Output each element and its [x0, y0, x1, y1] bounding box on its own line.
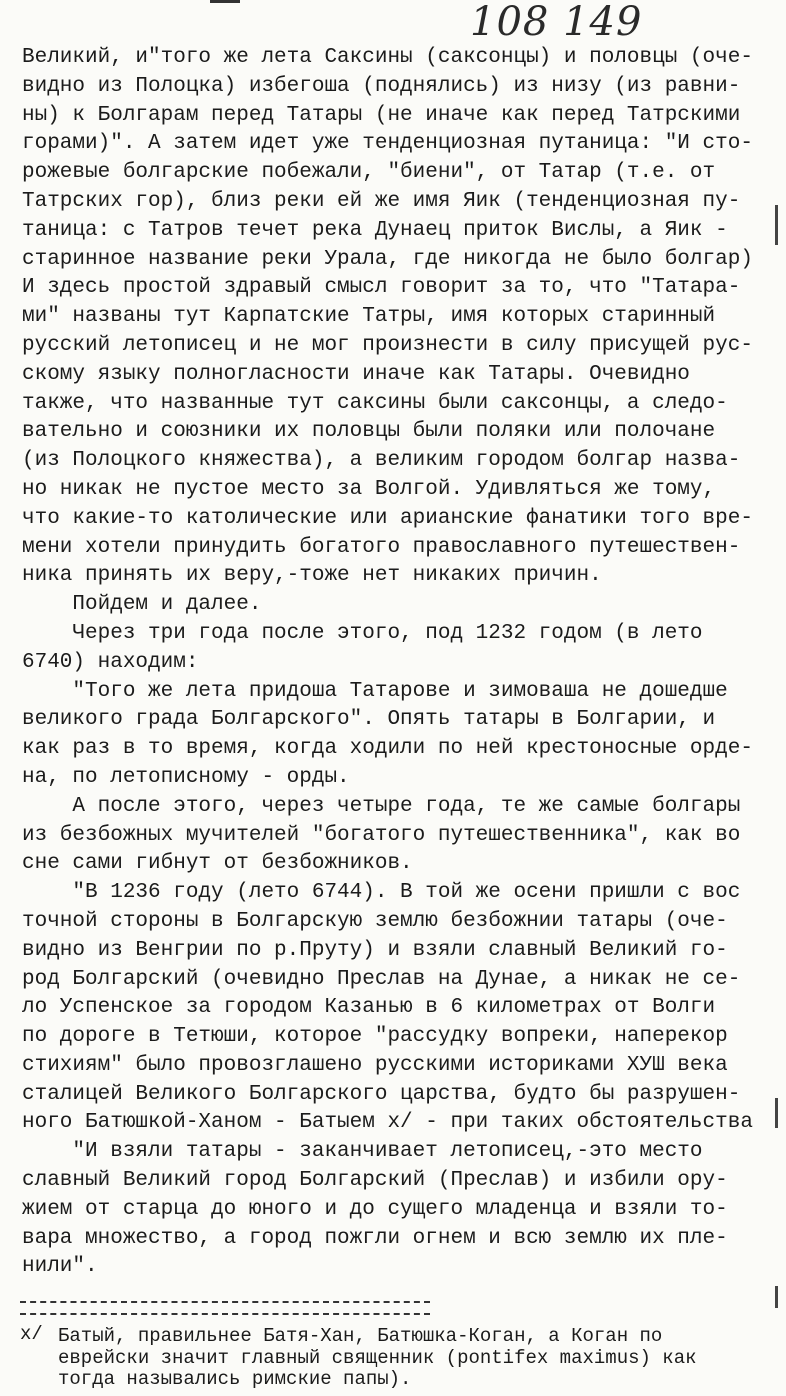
text-line: Пойдем и далее. — [22, 593, 262, 617]
footnote-line: еврейски значит главный священник (pontifex maximus) как — [58, 1346, 697, 1369]
text-line: Через три года после этого, под 1232 годом (в лето — [22, 621, 703, 645]
text-line: Татрских гор), близ реки ей же имя Яик (тенденциозная пу- — [22, 189, 741, 213]
text-line: 6740) находим: — [22, 650, 199, 674]
text-line: вательно и союзники их половцы были поляки или полочане — [22, 420, 716, 444]
text-line: из безбожных мучителей "богатого путешественника", как во — [22, 823, 741, 847]
text-line: "В 1236 году (лето 6744). В той же осени пришли с вос — [22, 881, 741, 905]
text-line: И здесь простой здравый смысл говорит за то, что "Татара- — [22, 276, 741, 300]
body-text — [22, 44, 774, 1282]
footnote-separator — [20, 1301, 430, 1315]
text-line: сталицей Великого Болгарского царства, будто бы разрушен- — [22, 1082, 741, 1106]
edge-mark — [775, 1286, 778, 1308]
footnote-mark: x/ — [20, 1323, 43, 1345]
text-line: стихиям" было провозглашено русскими историками ХУШ века — [22, 1053, 728, 1077]
text-line: но никак не пустое место за Волгой. Удивляться же тому, — [22, 477, 716, 501]
edge-mark — [775, 205, 778, 245]
text-line: точной стороны в Болгарскую землю безбожнии татары (оче- — [22, 909, 728, 933]
text-line: ны) к Болгарам перед Татары (не иначе как перед Татрскими — [22, 103, 741, 127]
text-line: сне сами гибнут от безбожников. — [22, 852, 413, 876]
text-line: "Того же лета придоша Татарове и зимоваша не дошедше — [22, 679, 728, 703]
text-line: ло Успенское за городом Казанью в 6 километрах от Волги — [22, 996, 716, 1020]
text-line: на, по летописному - орды. — [22, 765, 350, 789]
text-line: видно из Венгрии по р.Пруту) и взяли славный Великий го- — [22, 938, 728, 962]
footnote-line: Батый, правильнее Батя-Хан, Батюшка-Коган, а Коган по — [58, 1325, 663, 1347]
text-line: таница: с Татров течет река Дунаец приток Вислы, а Яик - — [22, 218, 728, 242]
text-line: Великий, и"того же лета Саксины (саксонцы) и половцы (оче- — [22, 46, 753, 69]
text-line: как раз в то время, когда ходили по ней крестоносные орде- — [22, 737, 753, 761]
footnote-line: тогда назывались римские папы). — [58, 1368, 412, 1390]
text-line: рожевые болгарские побежали, "биени", от Татар (т.е. от — [22, 161, 716, 185]
text-line: горами)". А затем идет уже тенденциозная путаница: "И сто- — [22, 132, 753, 156]
text-line: ного Батюшкой-Ханом - Батыем x/ - при таких обстоятельства — [22, 1111, 753, 1135]
footnote — [20, 1323, 780, 1391]
footnote-text — [58, 1326, 780, 1391]
text-line: что какие-то католические или арианские фанатики того вре- — [22, 506, 753, 530]
text-line: ника принять их веру,-тоже нет никаких причин. — [22, 564, 602, 588]
text-line: (из Полоцкого княжества), а великим городом болгар назва- — [22, 449, 741, 473]
text-line: нили". — [22, 1255, 98, 1279]
text-line: старинное название реки Урала, где никогда не было болгар) — [22, 247, 753, 271]
edge-mark — [775, 1098, 778, 1128]
text-line: ми" названы тут Карпатские Татры, имя которых старинный — [22, 305, 716, 329]
text-line: вара множество, а город пожгли огнем и всю землю их пле- — [22, 1226, 728, 1250]
text-line: жием от старца до юного и до сущего младенца и взяли то- — [22, 1197, 728, 1221]
text-line: "И взяли татары - заканчивает летописец,-это место — [22, 1140, 703, 1164]
text-line: славный Великий город Болгарский (Преслав) и избили ору- — [22, 1169, 728, 1193]
text-line: видно из Полоцка) избегоша (поднялись) из низу (из равни- — [22, 74, 741, 98]
handwritten-page-number: 108 149 — [470, 0, 643, 45]
text-line: род Болгарский (очевидно Преслав на Дунае, а никак не се- — [22, 967, 741, 991]
text-line: также, что названные тут саксины были саксонцы, а следо- — [22, 391, 728, 415]
top-edge-mark — [210, 0, 240, 3]
text-line: великого града Болгарского". Опять татары в Болгарии, и — [22, 708, 716, 732]
text-line: русский летописец и не мог произнести в силу присущей рус- — [22, 333, 753, 357]
text-line: скому языку полногласности иначе как Татары. Очевидно — [22, 362, 690, 386]
text-line: мени хотели принудить богатого православного путешествен- — [22, 535, 741, 559]
text-line: по дороге в Тетюши, которое "рассудку вопреки, наперекор — [22, 1025, 728, 1049]
text-line: А после этого, через четыре года, те же самые болгары — [22, 794, 741, 818]
